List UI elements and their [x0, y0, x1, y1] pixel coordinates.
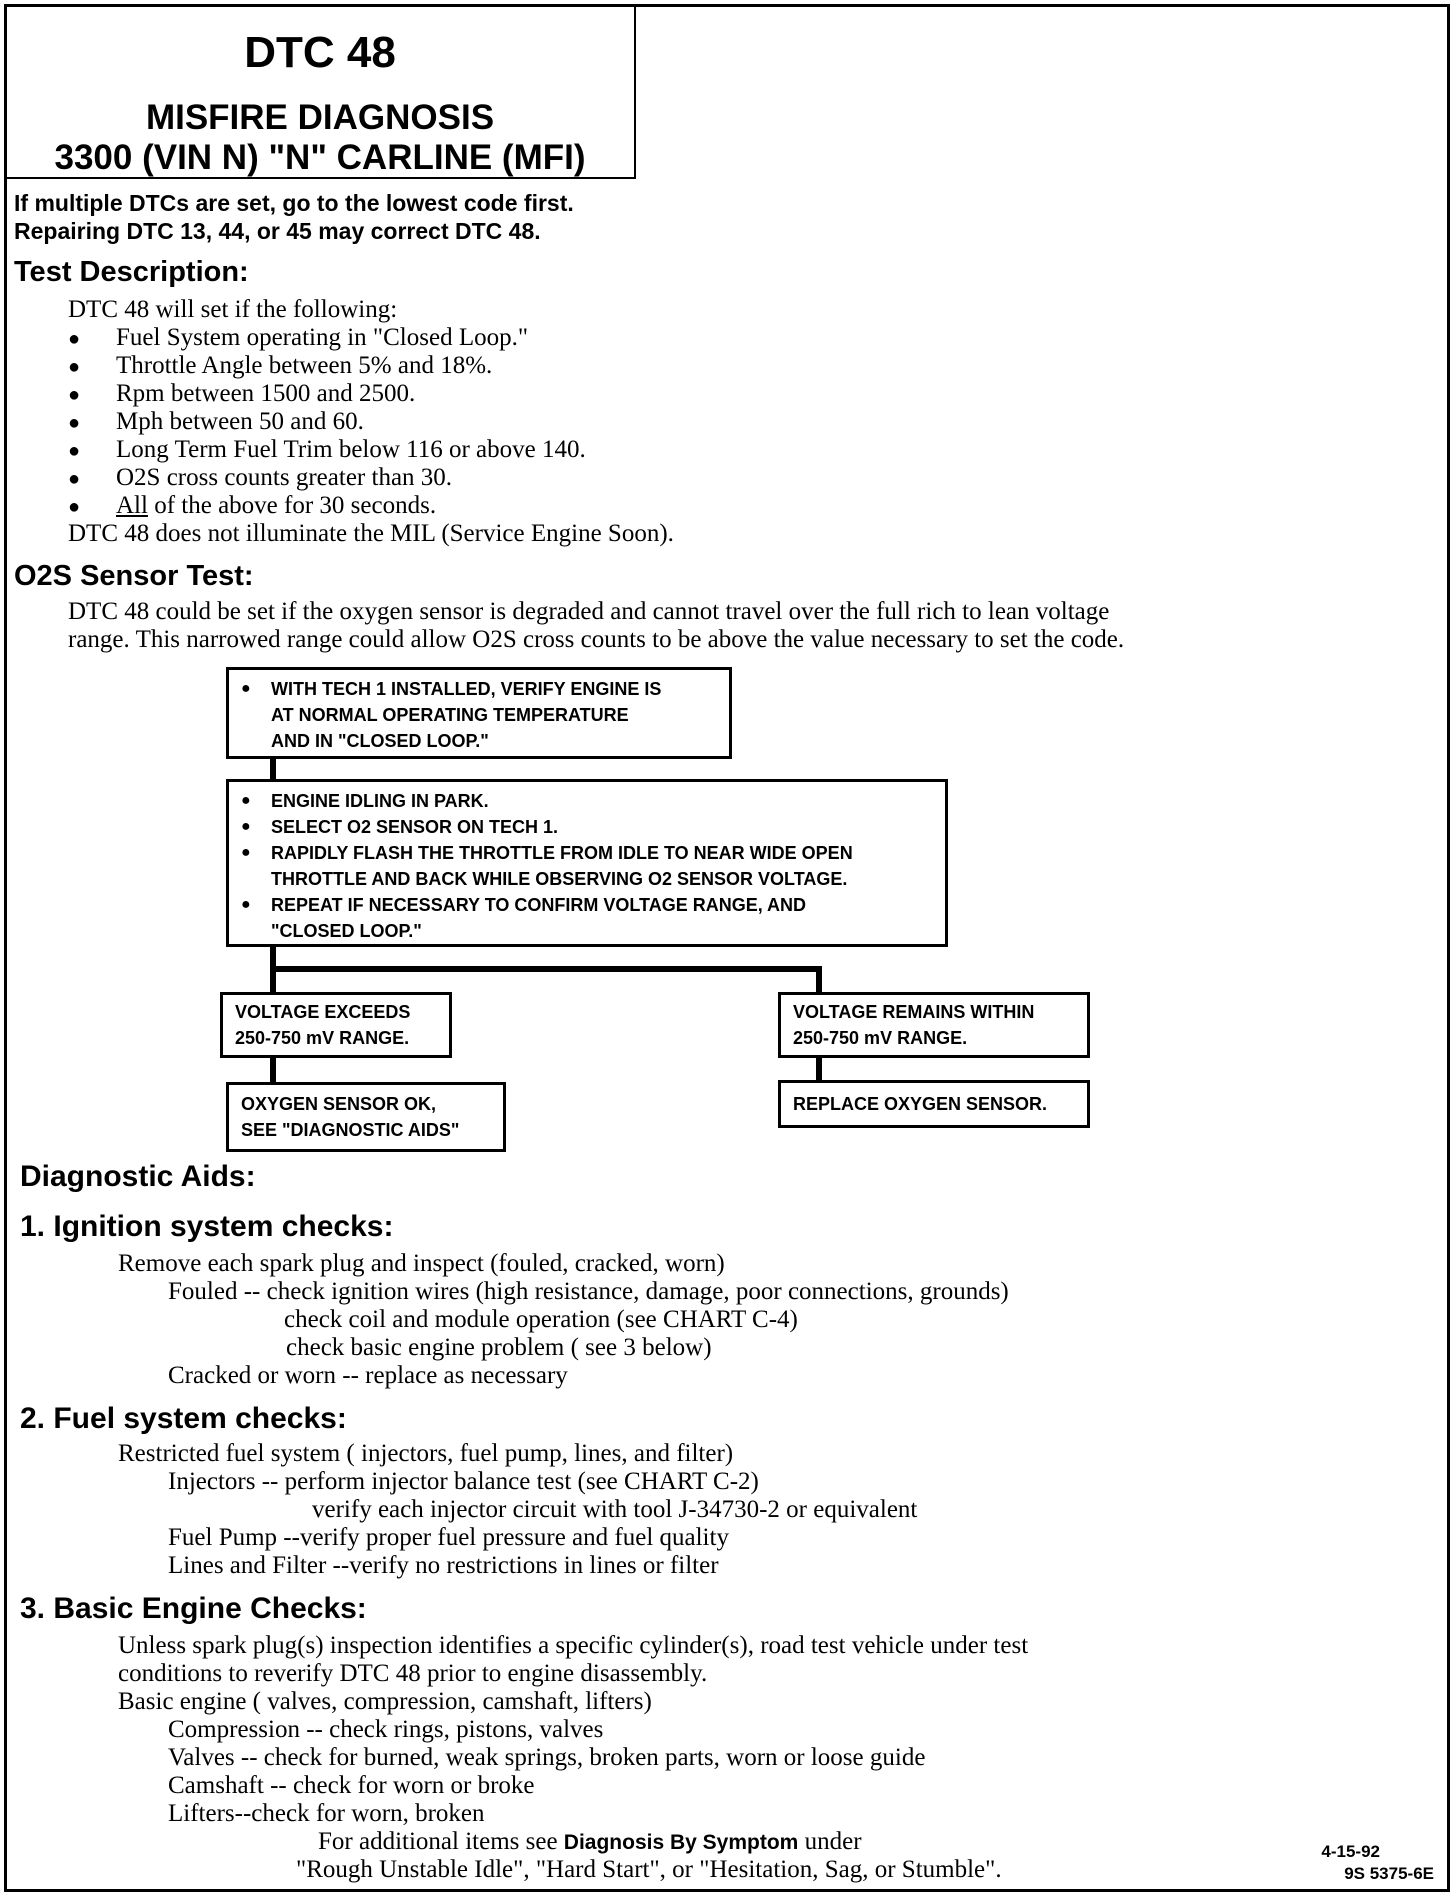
aid-text: Fuel Pump --verify proper fuel pressure and fuel quality [168, 1524, 729, 1551]
aid-text: check coil and module operation (see CHART C-4) [284, 1306, 798, 1333]
flow-box-voltage-exceeds [220, 992, 452, 1058]
aid-text: Camshaft -- check for worn or broke [168, 1772, 535, 1799]
aid-text: Basic engine ( valves, compression, camshaft, lifters) [118, 1688, 652, 1715]
aid-text: Remove each spark plug and inspect (fouled, cracked, worn) [118, 1250, 725, 1277]
section-heading: 3. Basic Engine Checks: [20, 1592, 367, 1625]
aid-text: check basic engine problem ( see 3 below) [286, 1334, 712, 1361]
section-heading: Diagnostic Aids: [20, 1160, 256, 1193]
flow-text: ● REPEAT IF NECESSARY TO CONFIRM VOLTAGE RANGE, AND [241, 892, 933, 918]
test-lead: DTC 48 will set if the following: [68, 296, 398, 323]
aid-text: Valves -- check for burned, weak springs, broken parts, worn or loose guide [168, 1744, 926, 1771]
bullet-rest: of the above for 30 seconds. [147, 492, 437, 519]
flow-text: ● SELECT O2 SENSOR ON TECH 1. [241, 814, 933, 840]
dtc-title: DTC 48 [244, 28, 396, 77]
aid-text: Lines and Filter --verify no restrictions in lines or filter [168, 1552, 719, 1579]
see-suffix: under [798, 1828, 862, 1855]
flow-text: OXYGEN SENSOR OK, [241, 1094, 437, 1114]
flow-box-replace-sensor [778, 1080, 1090, 1128]
flow-connector [816, 966, 822, 992]
flow-text: VOLTAGE REMAINS WITHIN [793, 1002, 1035, 1022]
test-closing: DTC 48 does not illuminate the MIL (Service Engine Soon). [68, 520, 674, 547]
flow-text: 250-750 mV RANGE. [235, 1028, 410, 1048]
footer-code: 9S 5375-6E [1344, 1864, 1434, 1883]
section-heading: 1. Ignition system checks: [20, 1210, 394, 1243]
flow-text: ● WITH TECH 1 INSTALLED, VERIFY ENGINE IS [241, 676, 717, 702]
flow-text: VOLTAGE EXCEEDS [235, 1002, 411, 1022]
section-heading: 2. Fuel system checks: [20, 1402, 347, 1435]
flow-box-test [226, 779, 948, 947]
aid-text: verify each injector circuit with tool J-34730-2 or equivalent [312, 1496, 918, 1523]
see-bold: Diagnosis By Symptom [563, 1831, 799, 1854]
flow-connector [816, 1058, 822, 1080]
test-bullet: ● Mph between 50 and 60. [68, 408, 364, 436]
flow-connector [270, 966, 822, 972]
test-bullet: ● Throttle Angle between 5% and 18%. [68, 352, 492, 380]
title-box [6, 6, 636, 179]
flow-text: "CLOSED LOOP." [271, 921, 422, 941]
intro-line: Repairing DTC 13, 44, or 45 may correct DTC 48. [14, 218, 541, 244]
flow-text: 250-750 mV RANGE. [793, 1028, 968, 1048]
aid-text: Injectors -- perform injector balance test (see CHART C-2) [168, 1468, 759, 1495]
flow-text: ● RAPIDLY FLASH THE THROTTLE FROM IDLE TO NEAR WIDE OPEN [241, 840, 933, 866]
test-bullet: ● Rpm between 1500 and 2500. [68, 380, 415, 408]
flow-box-voltage-within [778, 992, 1090, 1058]
flow-box-verify [226, 667, 732, 759]
flow-text: AND IN "CLOSED LOOP." [271, 731, 489, 751]
aid-see-also [318, 1828, 862, 1856]
test-bullet [68, 492, 436, 520]
flow-connector [270, 759, 276, 779]
flow-text: SEE "DIAGNOSTIC AIDS" [241, 1120, 460, 1140]
flow-text: REPLACE OXYGEN SENSOR. [793, 1094, 1048, 1114]
section-heading: O2S Sensor Test: [14, 560, 254, 592]
section-heading: Test Description: [14, 256, 249, 288]
aid-text: Restricted fuel system ( injectors, fuel pump, lines, and filter) [118, 1440, 734, 1467]
aid-text: Cracked or worn -- replace as necessary [168, 1362, 568, 1389]
test-bullet: ● Long Term Fuel Trim below 116 or above 140. [68, 436, 586, 464]
flow-text: ● ENGINE IDLING IN PARK. [241, 788, 933, 814]
aid-text: Fouled -- check ignition wires (high resistance, damage, poor connections, grounds) [168, 1278, 1009, 1305]
o2s-text: range. This narrowed range could allow O2S cross counts to be above the value necessary to set the code. [68, 626, 1125, 653]
flow-text: THROTTLE AND BACK WHILE OBSERVING O2 SENSOR VOLTAGE. [271, 869, 848, 889]
aid-text: Compression -- check rings, pistons, valves [168, 1716, 604, 1743]
o2s-text: DTC 48 could be set if the oxygen sensor is degraded and cannot travel over the full rich to lean voltage [68, 598, 1110, 625]
see-prefix: For additional items see [318, 1828, 564, 1855]
engine-line: 3300 (VIN N) "N" CARLINE (MFI) [54, 138, 586, 177]
flow-box-sensor-ok [226, 1082, 506, 1152]
footer-date: 4-15-92 [1321, 1842, 1380, 1861]
dtc-subtitle: MISFIRE DIAGNOSIS [145, 98, 495, 137]
aid-text: conditions to reverify DTC 48 prior to engine disassembly. [118, 1660, 708, 1687]
flow-text: AT NORMAL OPERATING TEMPERATURE [271, 705, 629, 725]
test-bullet: ● Fuel System operating in "Closed Loop." [68, 324, 528, 352]
flow-connector [270, 1058, 276, 1082]
underlined-word: All [116, 492, 148, 519]
aid-text: Lifters--check for worn, broken [168, 1800, 485, 1827]
aid-text: Unless spark plug(s) inspection identifies a specific cylinder(s), road test vehicle under test [118, 1632, 1029, 1659]
intro-line: If multiple DTCs are set, go to the lowest code first. [14, 190, 574, 216]
aid-symptoms: "Rough Unstable Idle", "Hard Start", or "Hesitation, Sag, or Stumble". [296, 1856, 1002, 1883]
test-bullet: ● O2S cross counts greater than 30. [68, 464, 452, 492]
